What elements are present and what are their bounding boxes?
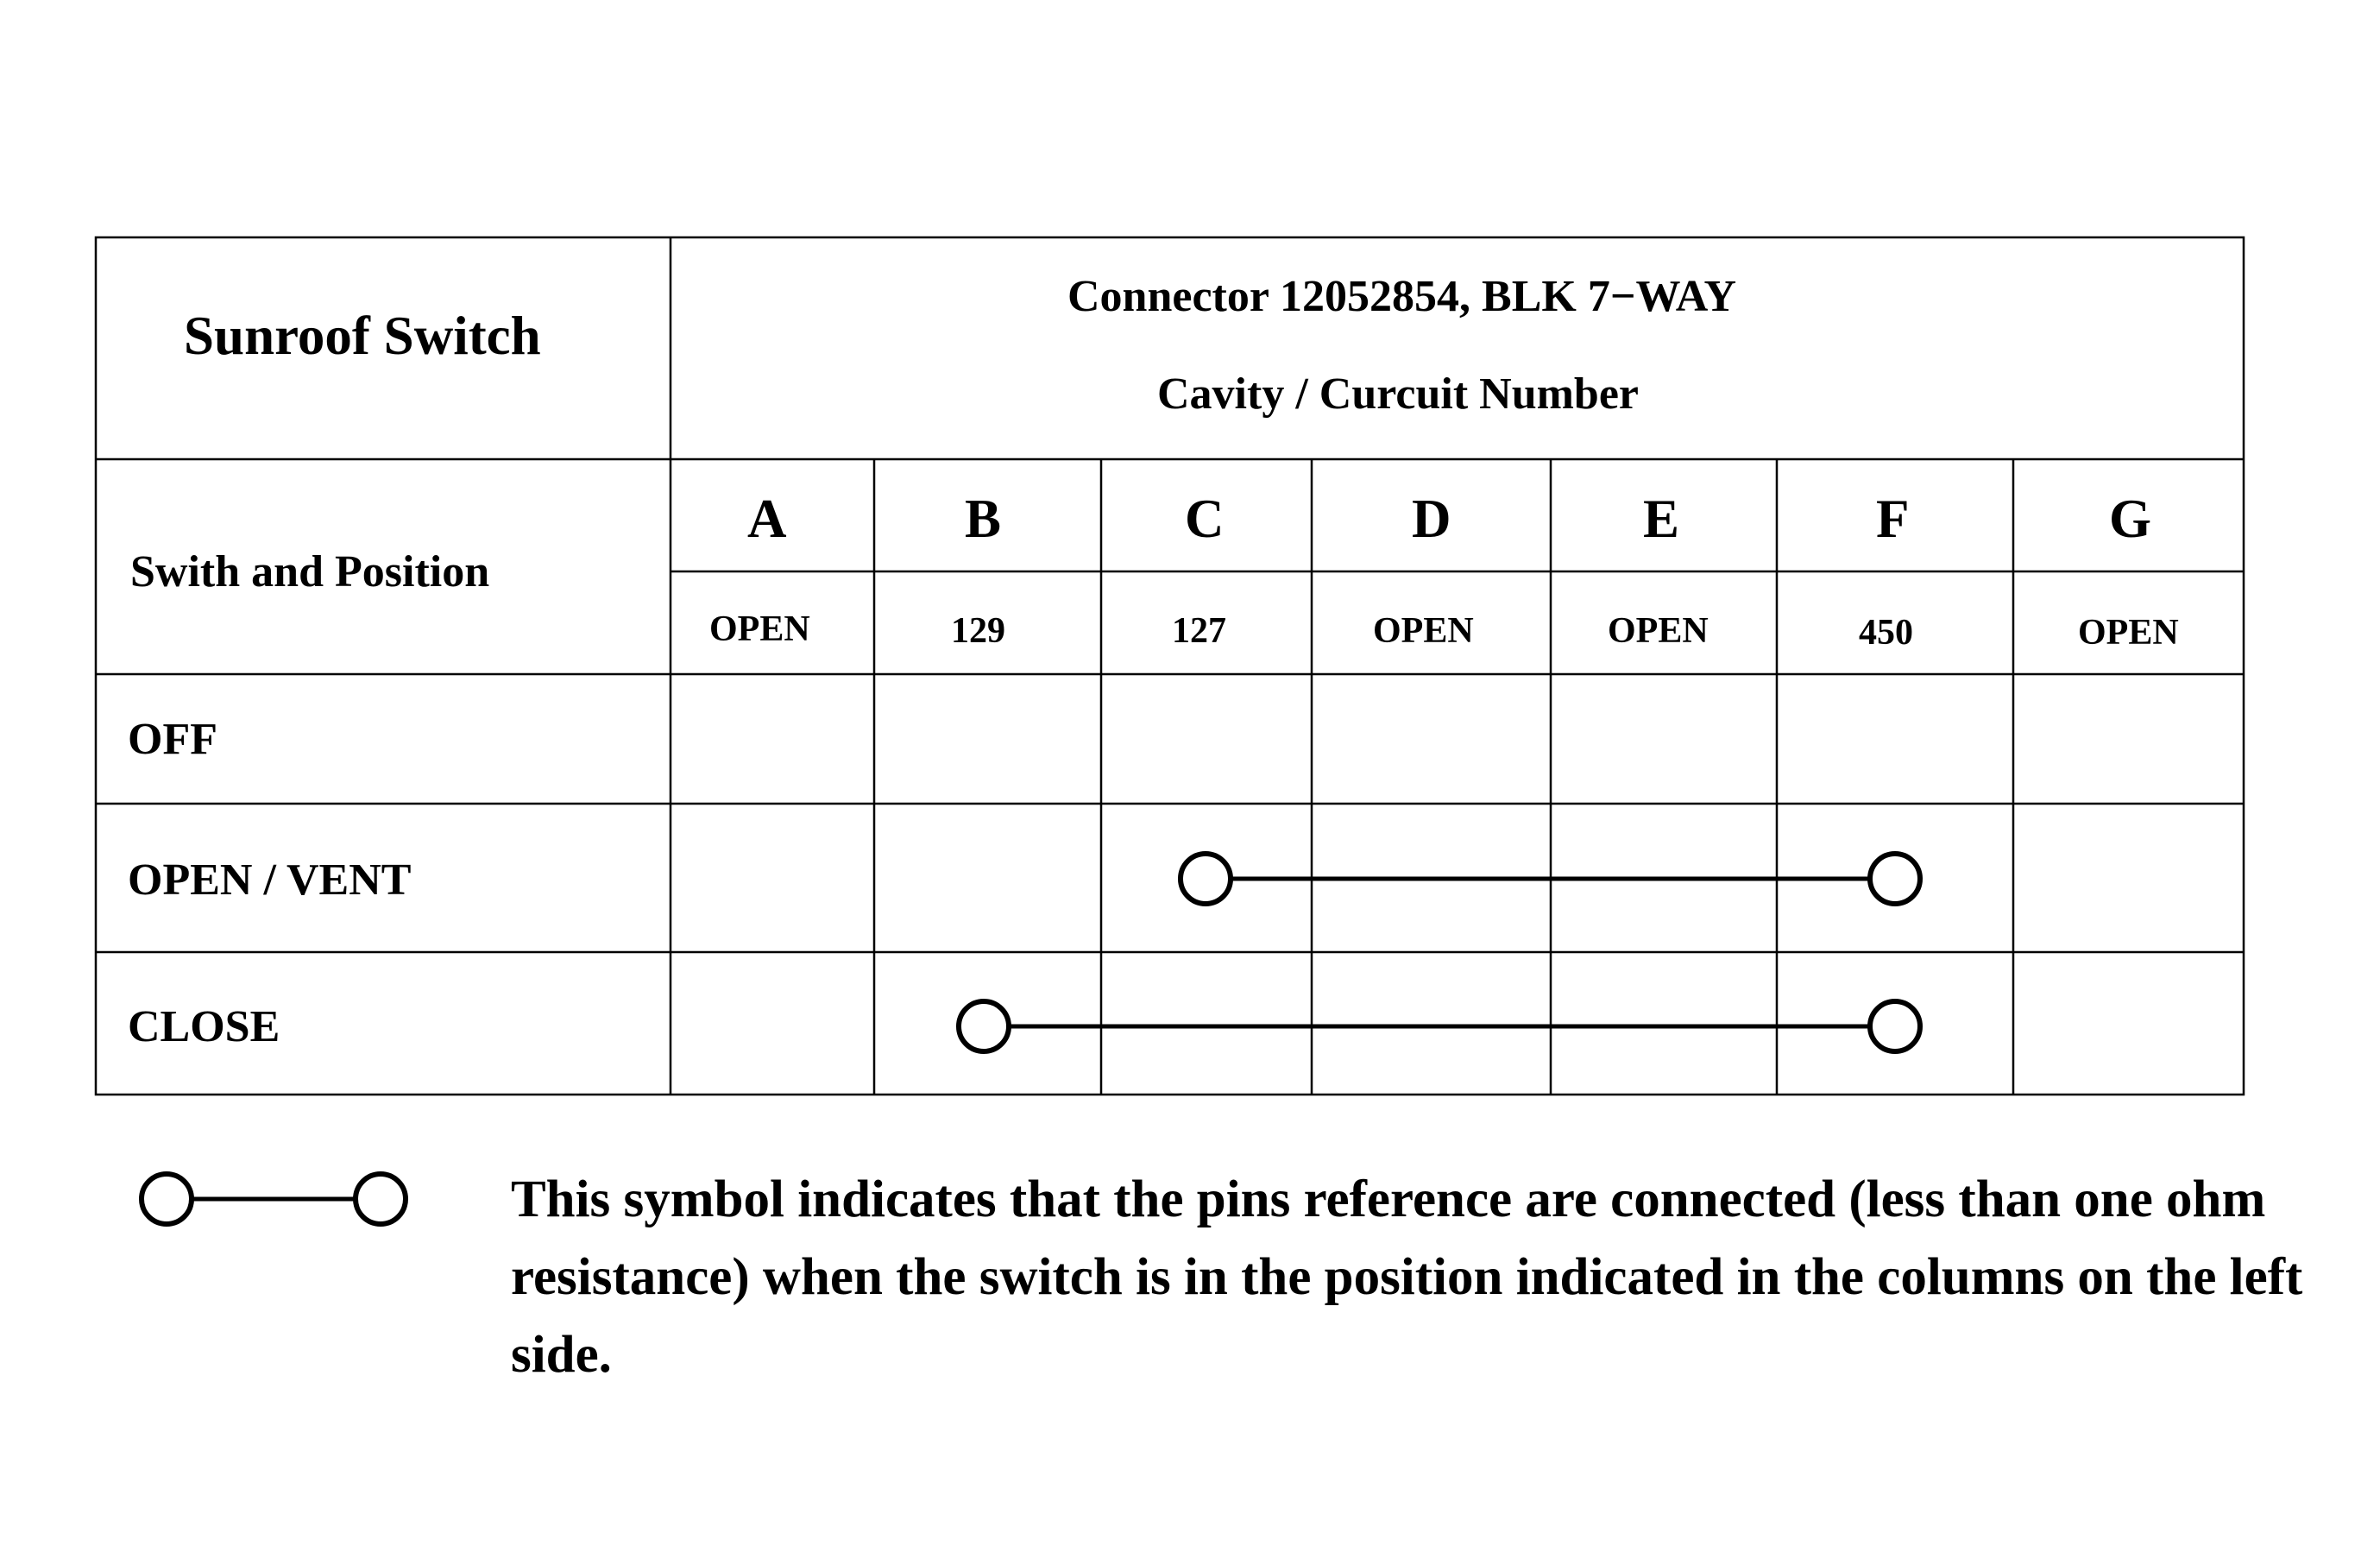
position-label-off: OFF (128, 715, 217, 764)
pin-cavity-e: E (1643, 489, 1680, 549)
pin-circuit-c: 127 (1172, 611, 1226, 651)
pin-connection-circle-f (1870, 1001, 1920, 1051)
connector-title: Connector 12052854, BLK 7−WAY (1067, 272, 1737, 321)
row-header-label: Swith and Position (130, 547, 490, 596)
legend-symbol (142, 1174, 406, 1224)
position-label-close: CLOSE (128, 1002, 280, 1051)
pin-cavity-b: B (965, 489, 1002, 549)
pin-connection-circle-b (959, 1001, 1009, 1051)
legend-circle-right (356, 1174, 406, 1224)
pin-circuit-f: 450 (1859, 613, 1913, 653)
legend-description: This symbol indicates that the pins reference are connected (less than one ohm resistance) when the switch is in the position indicated in the columns on the left side. (511, 1171, 2303, 1384)
component-title: Sunroof Switch (184, 306, 541, 366)
pin-connection-circle-c (1181, 854, 1231, 904)
pin-circuit-a: OPEN (709, 609, 810, 649)
pin-circuit-d: OPEN (1373, 611, 1474, 651)
cavity-circuit-subtitle: Cavity / Curcuit Number (1157, 369, 1640, 419)
pin-cavity-f: F (1876, 489, 1910, 549)
pin-cavity-c: C (1185, 489, 1225, 549)
legend-circle-left (142, 1174, 192, 1224)
pin-circuit-g: OPEN (2078, 613, 2179, 653)
position-label-open-vent: OPEN / VENT (128, 855, 412, 905)
pin-cavity-a: A (747, 489, 787, 549)
pin-cavity-d: D (1412, 489, 1451, 549)
pin-cavity-g: G (2109, 489, 2152, 549)
pin-circuit-e: OPEN (1608, 611, 1709, 651)
pin-connection-circle-f (1870, 854, 1920, 904)
pin-circuit-b: 129 (951, 611, 1005, 651)
